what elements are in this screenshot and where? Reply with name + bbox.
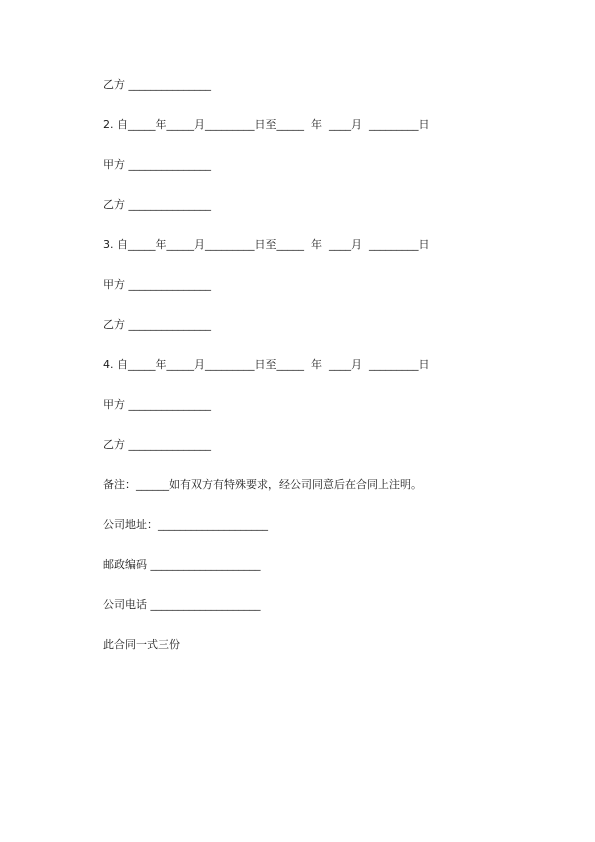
- party-a-line-4: 甲方 _______________: [103, 398, 211, 411]
- postal-code-line: 邮政编码 ____________________: [103, 558, 261, 571]
- company-address-line: 公司地址：____________________: [103, 518, 268, 531]
- period-line-4: 4. 自_____年_____月_________日至_____ 年 ____月 _________日: [103, 358, 430, 371]
- company-phone-line: 公司电话 ____________________: [103, 598, 261, 611]
- party-a-line-2: 甲方 _______________: [103, 158, 211, 171]
- party-b-line-1: 乙方 _______________: [103, 78, 211, 91]
- party-b-line-2: 乙方 _______________: [103, 198, 211, 211]
- party-b-line-4: 乙方 _______________: [103, 438, 211, 451]
- party-a-line-3: 甲方 _______________: [103, 278, 211, 291]
- period-line-2: 2. 自_____年_____月_________日至_____ 年 ____月 _________日: [103, 118, 430, 131]
- party-b-line-3: 乙方 _______________: [103, 318, 211, 331]
- remarks-line: 备注：______如有双方有特殊要求，经公司同意后在合同上注明。: [103, 478, 422, 491]
- period-line-3: 3. 自_____年_____月_________日至_____ 年 ____月 _________日: [103, 238, 430, 251]
- copies-note-line: 此合同一式三份: [103, 638, 180, 651]
